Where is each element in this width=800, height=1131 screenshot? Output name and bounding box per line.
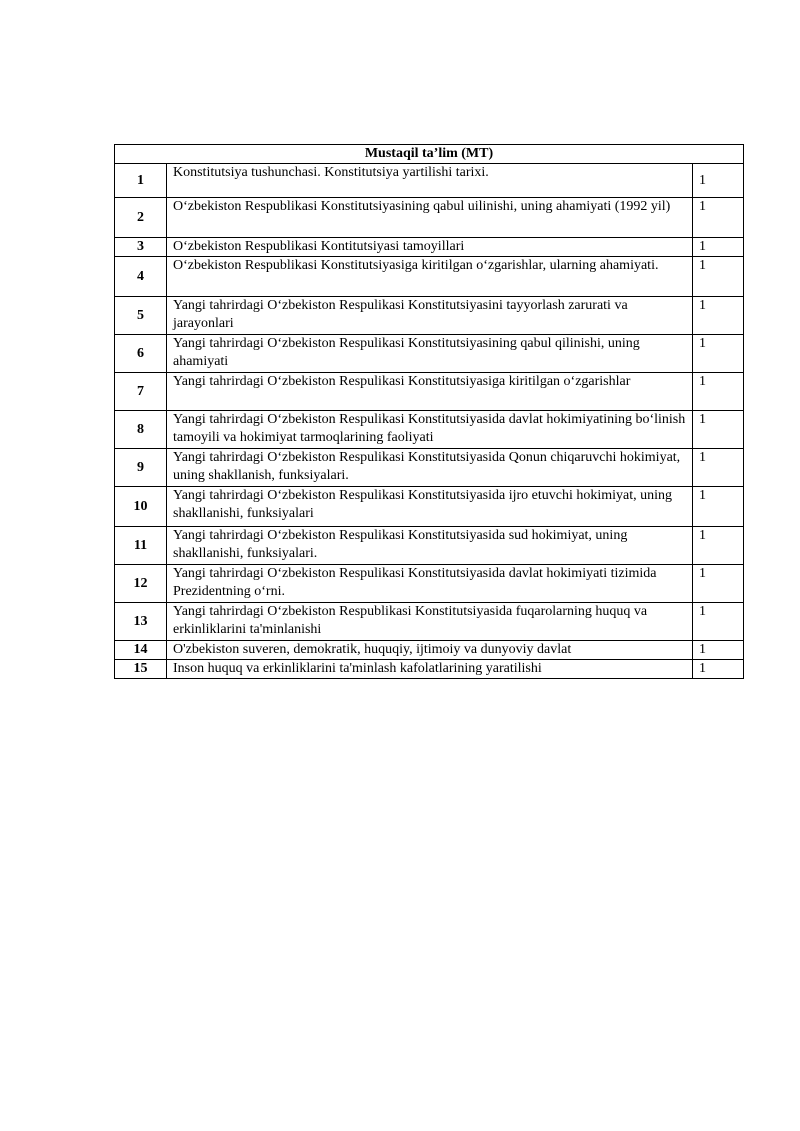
table-row (115, 164, 744, 198)
row-hours: 1 (693, 373, 744, 411)
table-row (115, 603, 744, 641)
table-row (115, 373, 744, 411)
row-number: 14 (115, 641, 167, 660)
row-topic: O'zbekiston suveren, demokratik, huquqiy, ijtimoiy va dunyoviy davlat (167, 641, 693, 660)
row-topic: O‘zbekiston Respublikasi Konstitutsiyasiga kiritilgan o‘zgarishlar, ularning ahamiyati. (167, 257, 693, 297)
row-hours: 1 (693, 198, 744, 238)
row-topic: Yangi tahrirdagi O‘zbekiston Respulikasi Konstitutsiyasida ijro etuvchi hokimiyat, uning shakllanishi, funksiyalari (167, 487, 693, 527)
row-topic: Yangi tahrirdagi O‘zbekiston Respulikasi Konstitutsiyasida sud hokimiyat, uning shakllanishi, funksiyalari. (167, 527, 693, 565)
row-number: 8 (115, 411, 167, 449)
row-topic: Yangi tahrirdagi O‘zbekiston Respulikasi Konstitutsiyasini tayyorlash zarurati va jarayonlari (167, 297, 693, 335)
table-row (115, 641, 744, 660)
row-hours: 1 (693, 411, 744, 449)
row-hours: 1 (693, 527, 744, 565)
row-topic: Yangi tahrirdagi O‘zbekiston Respulikasi Konstitutsiyasida Qonun chiqaruvchi hokimiyat, uning shakllanish, funksiyalari. (167, 449, 693, 487)
row-number: 12 (115, 565, 167, 603)
row-hours: 1 (693, 297, 744, 335)
row-topic: Yangi tahrirdagi O‘zbekiston Respulikasi Konstitutsiyasida davlat hokimiyatining bo‘linish tamoyili va hokimiyat tarmoqlarining faoliyati (167, 411, 693, 449)
row-hours: 1 (693, 257, 744, 297)
table-row (115, 198, 744, 238)
row-topic: Yangi tahrirdagi O‘zbekiston Respulikasi Konstitutsiyasiga kiritilgan o‘zgarishlar (167, 373, 693, 411)
table-row (115, 297, 744, 335)
row-hours: 1 (693, 603, 744, 641)
row-hours: 1 (693, 487, 744, 527)
row-topic: O‘zbekiston Respublikasi Kontitutsiyasi tamoyillari (167, 238, 693, 257)
row-number: 2 (115, 198, 167, 238)
row-hours: 1 (693, 164, 744, 198)
row-number: 7 (115, 373, 167, 411)
row-number: 9 (115, 449, 167, 487)
row-hours: 1 (693, 641, 744, 660)
table-row (115, 487, 744, 527)
row-number: 11 (115, 527, 167, 565)
table-row (115, 565, 744, 603)
row-topic: Yangi tahrirdagi O‘zbekiston Respublikasi Konstitutsiyasida fuqarolarning huquq va erkinliklarini ta'minlanishi (167, 603, 693, 641)
row-topic: Inson huquq va erkinliklarini ta'minlash kafolatlarining yaratilishi (167, 660, 693, 679)
table-row (115, 257, 744, 297)
table-row (115, 449, 744, 487)
row-number: 13 (115, 603, 167, 641)
row-hours: 1 (693, 449, 744, 487)
row-hours: 1 (693, 335, 744, 373)
table-row (115, 660, 744, 679)
row-number: 5 (115, 297, 167, 335)
row-number: 4 (115, 257, 167, 297)
row-number: 10 (115, 487, 167, 527)
row-hours: 1 (693, 565, 744, 603)
row-number: 3 (115, 238, 167, 257)
table-title: Mustaqil ta’lim (MT) (115, 145, 744, 164)
row-hours: 1 (693, 238, 744, 257)
row-topic: Konstitutsiya tushunchasi. Konstitutsiya yartilishi tarixi. (167, 164, 693, 198)
row-topic: Yangi tahrirdagi O‘zbekiston Respulikasi Konstitutsiyasida davlat hokimiyati tizimida Prezidentning o‘rni. (167, 565, 693, 603)
table-row (115, 238, 744, 257)
table-row (115, 527, 744, 565)
row-topic: O‘zbekiston Respublikasi Konstitutsiyasining qabul uilinishi, uning ahamiyati (1992 yil) (167, 198, 693, 238)
row-number: 1 (115, 164, 167, 198)
row-topic: Yangi tahrirdagi O‘zbekiston Respulikasi Konstitutsiyasining qabul qilinishi, uning ahamiyati (167, 335, 693, 373)
table-row (115, 411, 744, 449)
row-hours: 1 (693, 660, 744, 679)
table-row (115, 335, 744, 373)
row-number: 15 (115, 660, 167, 679)
row-number: 6 (115, 335, 167, 373)
table-title-row (115, 145, 744, 164)
independent-study-table (114, 144, 744, 679)
